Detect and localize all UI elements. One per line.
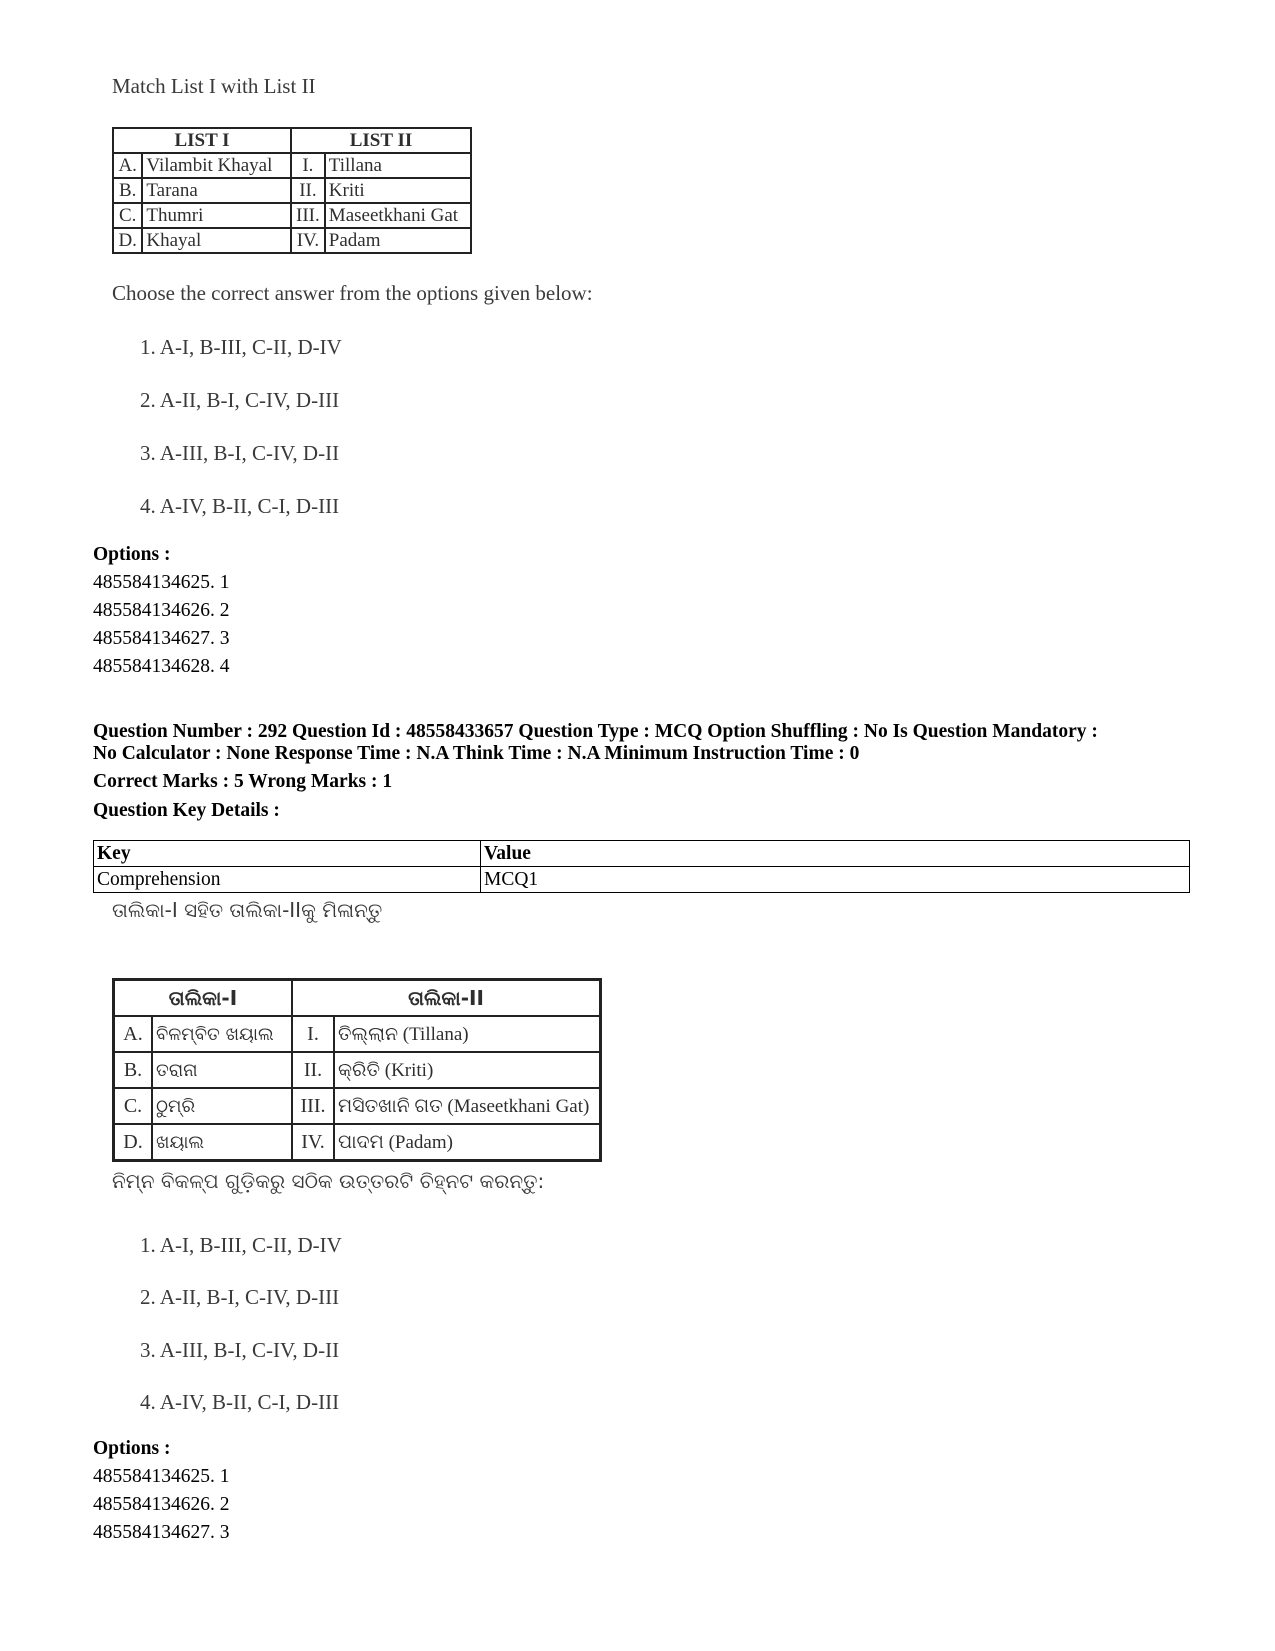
question-meta-line-1: Question Number : 292 Question Id : 48558433657 Question Type : MCQ Option Shuffling : No Is Question Mandatory : (93, 721, 1098, 742)
list-1-item: Thumri (142, 203, 291, 228)
list-2-header: ତାଲିକା-II (292, 980, 601, 1017)
question-key-table (93, 840, 1190, 893)
row-index: C. (113, 203, 142, 228)
table-row (113, 228, 471, 253)
list-1-item: Khayal (142, 228, 291, 253)
list-1-item: Vilambit Khayal (142, 153, 291, 178)
answer-choice: 2. A-II, B-I, C-IV, D-III (140, 1285, 340, 1309)
list-1-item: ବିଳମ୍ବିତ ଖୟାଲ (152, 1016, 292, 1052)
list-1-item: ଖୟାଲ (152, 1124, 292, 1161)
options-label: Options : (93, 1438, 171, 1459)
list-1-header: LIST I (113, 128, 291, 153)
list-2-item: ପାଦମ (Padam) (334, 1124, 601, 1161)
row-index: I. (292, 1016, 334, 1052)
value-cell: MCQ1 (481, 867, 1190, 893)
list-2-item: କ୍ରିତି (Kriti) (334, 1052, 601, 1088)
question-b-match-table (112, 978, 602, 1162)
table-row (114, 1052, 601, 1088)
value-column-header: Value (481, 841, 1190, 867)
option-item: 485584134626. 2 (93, 1494, 230, 1515)
option-item: 485584134627. 3 (93, 628, 230, 649)
list-1-header: ତାଲିକା-I (114, 980, 293, 1017)
table-row (114, 1016, 601, 1052)
row-index: A. (114, 1016, 153, 1052)
answer-choice: 2. A-II, B-I, C-IV, D-III (140, 388, 340, 412)
option-item: 485584134626. 2 (93, 600, 230, 621)
question-a-instruction: Choose the correct answer from the options given below: (112, 281, 593, 305)
options-label: Options : (93, 544, 171, 565)
table-header-row (94, 841, 1190, 867)
row-index: III. (292, 1088, 334, 1124)
row-index: A. (113, 153, 142, 178)
option-item: 485584134625. 1 (93, 1466, 230, 1487)
key-column-header: Key (94, 841, 481, 867)
row-index: B. (114, 1052, 153, 1088)
row-index: B. (113, 178, 142, 203)
list-2-item: Kriti (325, 178, 471, 203)
list-2-item: Padam (325, 228, 471, 253)
answer-choice: 4. A-IV, B-II, C-I, D-III (140, 494, 340, 518)
list-2-item: Maseetkhani Gat (325, 203, 471, 228)
row-index: II. (292, 1052, 334, 1088)
answer-choice: 3. A-III, B-I, C-IV, D-II (140, 1338, 340, 1362)
list-1-item: ଠୁମ୍ରି (152, 1088, 292, 1124)
list-2-header: LIST II (291, 128, 471, 153)
table-row (113, 153, 471, 178)
row-index: D. (114, 1124, 153, 1161)
row-index: II. (291, 178, 325, 203)
table-row (113, 178, 471, 203)
row-index: D. (113, 228, 142, 253)
answer-choice: 1. A-I, B-III, C-II, D-IV (140, 335, 342, 359)
answer-choice: 1. A-I, B-III, C-II, D-IV (140, 1233, 342, 1257)
question-marks: Correct Marks : 5 Wrong Marks : 1 (93, 771, 393, 792)
option-item: 485584134628. 4 (93, 656, 230, 677)
row-index: IV. (291, 228, 325, 253)
answer-choice: 3. A-III, B-I, C-IV, D-II (140, 441, 340, 465)
question-key-details-label: Question Key Details : (93, 800, 280, 821)
table-row (113, 203, 471, 228)
row-index: III. (291, 203, 325, 228)
question-b-instruction: ନିମ୍ନ ବିକଳ୍ପ ଗୁଡ଼ିକରୁ ସଠିକ ଉତ୍ତରଟି ଚିହ୍ନଟ କରନ୍ତୁ: (112, 1169, 545, 1193)
row-index: IV. (292, 1124, 334, 1161)
question-a-match-table (112, 127, 472, 254)
option-item: 485584134625. 1 (93, 572, 230, 593)
table-row (114, 1124, 601, 1161)
option-item: 485584134627. 3 (93, 1522, 230, 1543)
row-index: I. (291, 153, 325, 178)
table-row (114, 1088, 601, 1124)
question-b-stem: ତାଲିକା-I ସହିତ ତାଲିକା-IIକୁ ମିଳାନ୍ତୁ (112, 898, 383, 922)
list-2-item: ତିଲ୍ଲାନ (Tillana) (334, 1016, 601, 1052)
list-1-item: Tarana (142, 178, 291, 203)
row-index: C. (114, 1088, 153, 1124)
list-2-item: Tillana (325, 153, 471, 178)
answer-choice: 4. A-IV, B-II, C-I, D-III (140, 1390, 340, 1414)
table-row (94, 867, 1190, 893)
list-1-item: ତରାନା (152, 1052, 292, 1088)
list-2-item: ମସିତଖାନି ଗତ (Maseetkhani Gat) (334, 1088, 601, 1124)
question-meta-line-2: No Calculator : None Response Time : N.A Think Time : N.A Minimum Instruction Time : 0 (93, 743, 860, 764)
key-cell: Comprehension (94, 867, 481, 893)
question-a-stem: Match List I with List II (112, 74, 316, 98)
